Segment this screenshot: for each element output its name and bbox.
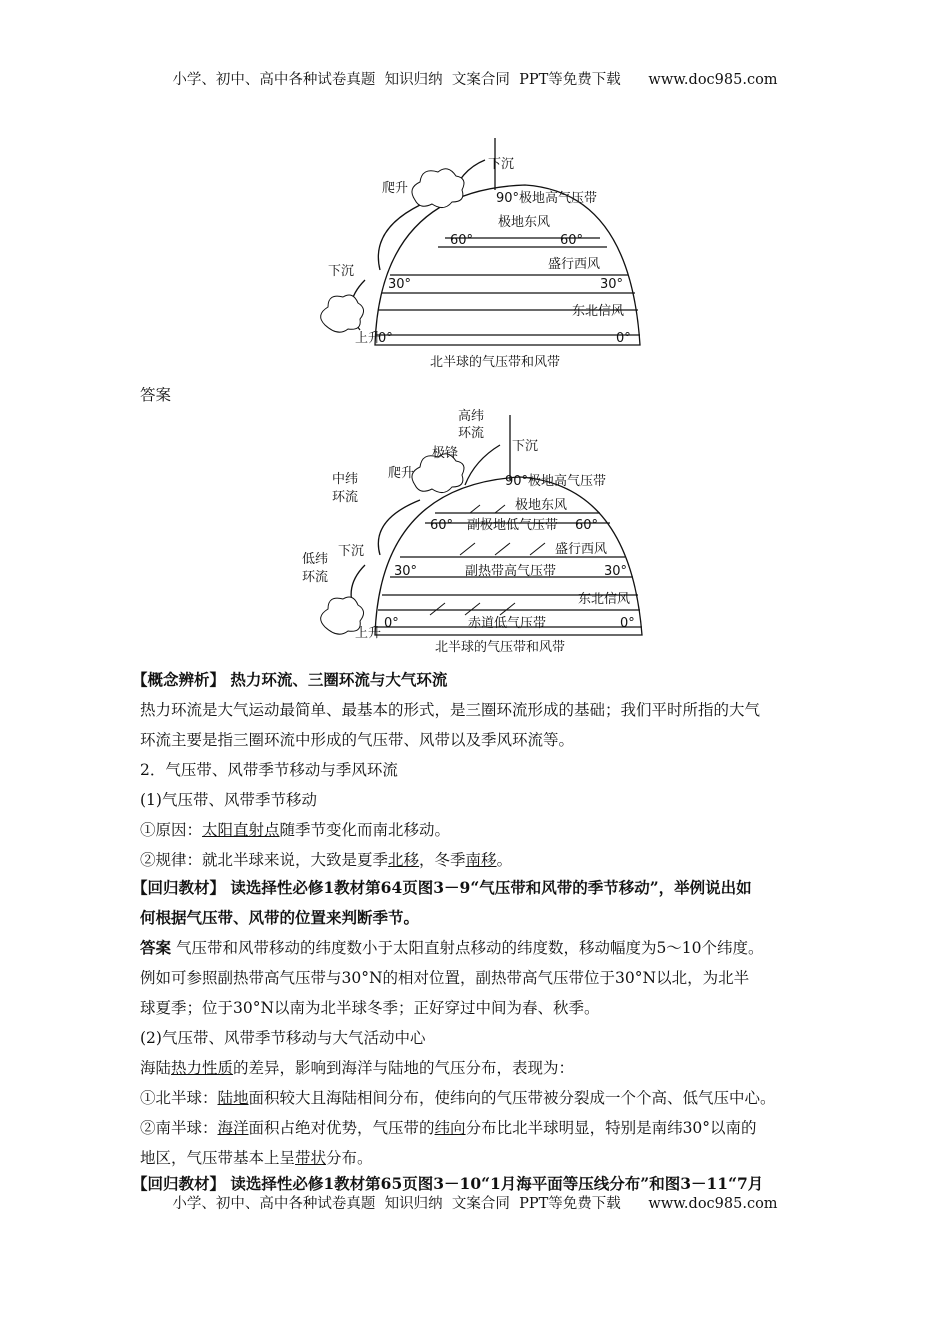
wind-arrow [430,603,445,615]
rule-suffix: 。 [496,851,513,869]
sh-mid: 面积占绝对优势，气压带的 [248,1119,435,1137]
label-top-sink: 下沉 [488,157,515,172]
north-hemisphere-line [140,1086,776,1108]
label-subtropical-high: 副热带高气压带 [465,564,557,579]
answer-text-1: 气压带和风带移动的纬度数小于太阳直射点移动的纬度数，移动幅度为5～10个纬度。 [171,939,764,957]
heat-line [140,1056,574,1078]
label-0-right: 0° [620,616,635,631]
label-polar-east: 极地东风 [515,498,568,513]
rule-line [140,848,512,870]
back-to-book-1-line-1: 【回归教材】 读选择性必修1教材第64页图3－9“气压带和风带的季节移动”，举例说出如 [132,878,752,897]
label-0-right: 0° [616,331,631,346]
heat-answer: 热力性质 [171,1059,234,1077]
sh2-suffix: 分布。 [326,1149,373,1167]
answer-line-1 [140,936,764,958]
sh-suffix: 分布比北半球明显，特别是南纬30°以南的 [465,1119,757,1137]
label-sink2: 下沉 [328,264,355,279]
label-30-right: 30° [600,277,624,292]
label-60-left: 60° [430,518,454,533]
label-60-left: 60° [450,233,474,248]
figure-caption: 北半球的气压带和风带 [430,355,561,370]
label-high-cell-2: 环流 [458,426,485,441]
label-polar-east: 极地东风 [498,215,551,230]
page-footer: 小学、初中、高中各种试卷真题 知识归纳 文案合同 PPT等免费下载 www.doc985.com [172,1196,778,1212]
cause-line [140,818,450,840]
label-westerlies: 盛行西风 [548,257,601,272]
cloud-icon [412,169,464,208]
label-ne-trade: 东北信风 [572,304,625,319]
label-low-cell-2: 环流 [302,570,329,585]
label-top-sink: 下沉 [512,439,539,454]
subsection-2-1: (1)气压带、风带季节移动 [140,791,317,809]
label-60-right: 60° [575,518,599,533]
wind-arrow [495,505,505,513]
sh-answer-2: 纬向 [434,1119,466,1137]
label-westerlies: 盛行西风 [555,542,608,557]
label-polar-front: 极锋 [432,446,459,461]
sh-prefix: ②南半球： [140,1119,218,1137]
answer-line-3: 球夏季；位于30°N以南为北半球冬季；正好穿过中间为春、秋季。 [140,999,600,1017]
wind-arrow [500,603,515,615]
rule-answer-2: 南移 [465,851,497,869]
rule-answer-1: 北移 [388,851,420,869]
label-30-left: 30° [388,277,412,292]
answer-tag: 答案 [140,938,172,957]
cause-prefix: ①原因： [140,821,203,839]
cause-suffix: 随季节变化而南北移动。 [279,821,451,839]
concept-line-1: 热力环流是大气运动最简单、最基本的形式，是三圈环流形成的基础；我们平时所指的大气 [140,701,761,719]
label-low-cell: 低纬 [302,552,329,567]
sh-answer-1: 海洋 [217,1119,249,1137]
page-header: 小学、初中、高中各种试卷真题 知识归纳 文案合同 PPT等免费下载 www.doc985.com [172,72,778,88]
figure-pressure-belts-1 [310,130,650,375]
figure-caption: 北半球的气压带和风带 [435,640,566,655]
label-subpolar-low: 副极地低气压带 [467,518,559,533]
label-climb: 爬升 [382,181,409,196]
label-30-left: 30° [394,564,418,579]
label-0-left: 0° [384,616,399,631]
wind-arrow [465,603,480,615]
back-to-book-1-line-2: 何根据气压带、风带的位置来判断季节。 [140,908,420,927]
label-polar-high: 90°极地高气压带 [496,191,598,206]
answer-label: 答案 [140,386,172,404]
wind-arrow [530,543,545,555]
heat-suffix: 的差异，影响到海洋与陆地的气压分布，表现为： [233,1059,575,1077]
sh2-answer: 带状 [295,1149,327,1167]
cloud-icon-2 [321,295,364,332]
heat-prefix: 海陆 [140,1059,172,1077]
wind-arrow [460,543,475,555]
hemisphere-outline [375,185,640,345]
circ-arrow-mid [378,205,420,270]
label-ne-trade: 东北信风 [578,592,631,607]
label-30-right: 30° [604,564,628,579]
label-mid-cell: 中纬 [332,472,359,487]
label-60-right: 60° [560,233,584,248]
label-polar-high: 90°极地高气压带 [505,474,607,489]
nh-prefix: ①北半球： [140,1089,218,1107]
label-0-left: 0° [378,331,393,346]
concept-line-2: 环流主要是指三圈环流中形成的气压带、风带以及季风环流等。 [140,731,575,749]
label-mid-cell-2: 环流 [332,490,359,505]
label-high-cell: 高纬 [458,409,485,424]
nh-suffix: 面积较大且海陆相间分布，使纬向的气压带被分裂成一个个高、低气压中心。 [248,1089,776,1107]
south-hemisphere-line-2 [140,1146,373,1168]
label-climb: 爬升 [388,466,415,481]
south-hemisphere-line [140,1116,757,1138]
label-equatorial-low: 赤道低气压带 [468,616,547,631]
sh2-prefix: 地区，气压带基本上呈 [140,1149,296,1167]
wind-arrow [470,505,480,513]
nh-answer: 陆地 [217,1089,249,1107]
cause-answer: 太阳直射点 [202,821,280,839]
label-sink2: 下沉 [338,544,365,559]
label-rise: 上升 [355,331,382,346]
answer-line-2: 例如可参照副热带高气压带与30°N的相对位置，副热带高气压带位于30°N以北，为北半 [140,969,750,987]
rule-prefix: ②规律：就北半球来说，大致是夏季 [140,851,389,869]
subsection-2-2: (2)气压带、风带季节移动与大气活动中心 [140,1029,426,1047]
label-rise: 上升 [355,626,382,641]
concept-title: 【概念辨析】 热力环流、三圈环流与大气环流 [132,670,448,689]
wind-arrow [495,543,510,555]
rule-mid: ，冬季 [419,851,466,869]
section-2-title: 2．气压带、风带季节移动与季风环流 [140,761,398,779]
back-to-book-2: 【回归教材】 读选择性必修1教材第65页图3－10“1月海平面等压线分布”和图3－11“7月 [132,1174,764,1193]
figure-pressure-belts-2 [300,405,650,655]
